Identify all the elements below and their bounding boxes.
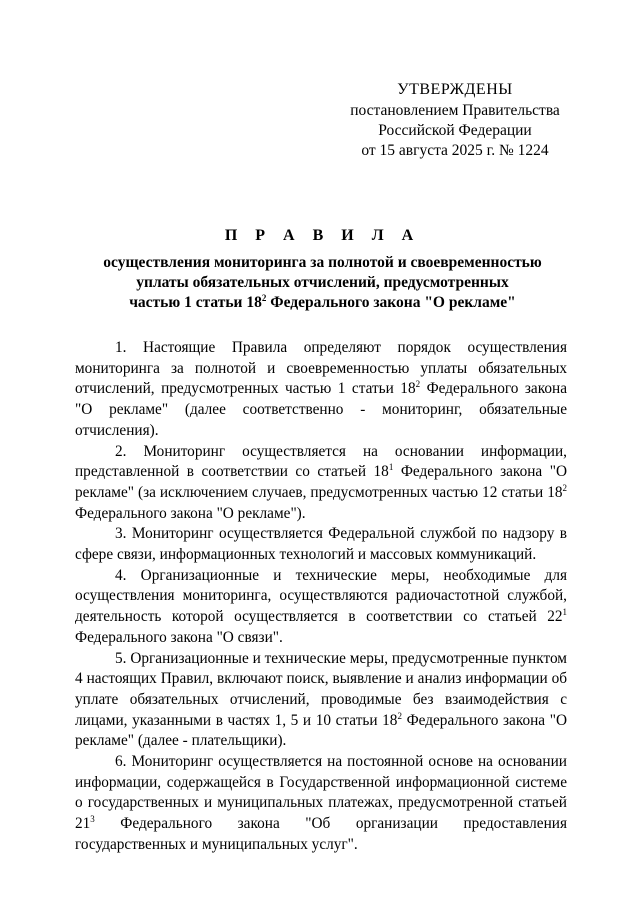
clause-5-sup: 2: [397, 710, 402, 721]
clause-2-sup-1: 1: [388, 462, 394, 473]
title-main: П Р А В И Л А: [224, 227, 421, 244]
clause-5: [75, 649, 567, 753]
clause-4: [75, 566, 567, 649]
approval-line-1: постановлением Правительства: [350, 102, 560, 119]
clause-2-text: 2. Мониторинг осуществляется на основании информации, представленной в соответствии со статьей 18: [75, 442, 567, 481]
title-line-3-text: частью 1 статьи 18: [129, 294, 262, 311]
title-line-2: уплаты обязательных отчислений, предусмотренных: [136, 274, 509, 291]
clause-6-text: 6. Мониторинг осуществляется на постоянной основе на основании информации, содержащейся в Государственной информационной системе о государственных и муниципальных платежах, предусмотренной статьей 21: [75, 753, 567, 833]
clause-2-sup-2: 2: [562, 482, 567, 493]
title-superscript: 2: [261, 293, 267, 303]
clause-6-sup: 3: [90, 814, 95, 825]
clause-2: [75, 442, 567, 525]
clause-4-sup: 1: [562, 607, 567, 618]
clause-3: [75, 524, 567, 565]
document-body: [75, 338, 567, 856]
clause-2-text-end: Федерального закона "О рекламе").: [75, 504, 306, 522]
clause-3-text: 3. Мониторинг осуществляется Федеральной службой по надзору в сфере связи, информационных технологий и массовых коммуникаций.: [75, 525, 567, 564]
clause-1-text: 1. Настоящие Правила определяют порядок осуществления мониторинга за полнотой и своевременностью уплаты обязательных отчислений, предусмотренных частью 1 статьи 18: [75, 339, 567, 398]
clause-5-text: 5. Организационные и технические меры, предусмотренные пунктом 4 настоящих Правил, включают поиск, выявление и анализ информации об уплате обязательных отчислений, проводимые без взаимодействия с лицами, указанными в частях 1, 5 и 10 статьи 18: [75, 649, 567, 729]
clause-4-text: 4. Организационные и технические меры, необходимые для осуществления мониторинга, осуществляются радиочастотной службой, деятельность которой осуществляется в соответствии со статьей 22: [75, 566, 567, 626]
approval-line-3: от 15 августа 2025 г. № 1224: [361, 142, 549, 159]
clause-5-text-end: Федерального закона "О рекламе" (далее - плательщики).: [75, 711, 567, 750]
clause-1-text-end: Федерального закона "О рекламе" (далее соответственно - мониторинг, обязательные отчисления).: [75, 380, 567, 439]
title-line-1: осуществления мониторинга за полнотой и своевременностью: [103, 254, 542, 271]
clause-4-text-end: Федерального закона "О связи".: [75, 628, 283, 646]
title-line-3-end: Федерального закона "О рекламе": [266, 294, 516, 311]
title-line-3: [60, 293, 585, 313]
clause-6: [75, 752, 567, 856]
clause-2-text-mid: Федерального закона "О рекламе" (за исключением случаев, предусмотренных частью 12 статьи 18: [75, 463, 567, 501]
clause-1: [75, 338, 567, 442]
document-title: [60, 226, 585, 313]
approval-heading: УТВЕРЖДЕНЫ: [397, 81, 513, 98]
clause-6-text-end: Федерального закона "Об организации предоставления государственных и муниципальных услуг".: [75, 815, 567, 853]
clause-1-sup: 2: [415, 379, 421, 390]
approval-line-2: Российской Федерации: [378, 122, 532, 139]
approval-stamp: [330, 80, 580, 161]
